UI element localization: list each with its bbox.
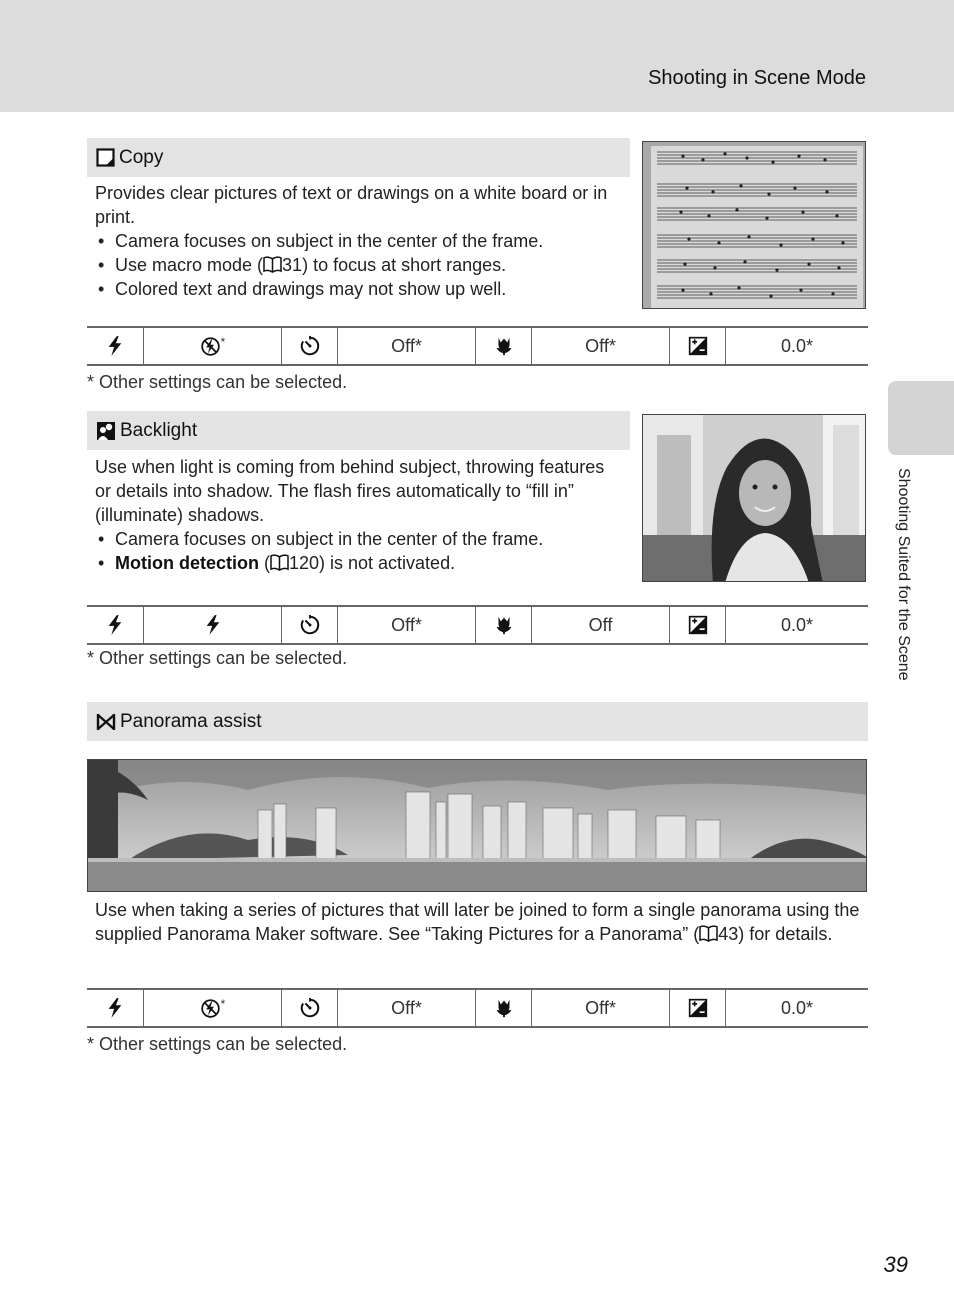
- sheet-music-photo: [642, 141, 866, 309]
- self-timer-label: [281, 328, 337, 364]
- self-timer-value: Off*: [337, 990, 475, 1026]
- exposure-compensation-icon: [688, 615, 708, 635]
- book-reference-icon: [263, 256, 282, 273]
- section-body-copy: [95, 181, 625, 301]
- header-band: [0, 0, 954, 112]
- flash-icon: [106, 335, 124, 357]
- section-heading-backlight: [87, 411, 630, 450]
- page-number: 39: [883, 1252, 908, 1277]
- flash-on-icon: [204, 614, 222, 636]
- bullet-item: • Camera focuses on subject in the center of the frame.: [95, 527, 625, 551]
- exposure-compensation-icon: [688, 998, 708, 1018]
- section-intro: Use when taking a series of pictures that will later be joined to form a single panorama using the supplied Panorama Maker software. See “Taking Pictures for a Panorama” ( 43) for details.: [95, 900, 860, 944]
- panorama-skyline-photo: [87, 759, 867, 892]
- flash-icon: [106, 614, 124, 636]
- chapter-side-label: Shooting Suited for the Scene: [895, 468, 912, 681]
- macro-value: Off*: [531, 990, 669, 1026]
- macro-tulip-icon: [493, 614, 515, 636]
- flash-mode-label: [87, 990, 143, 1026]
- section-intro: Provides clear pictures of text or drawings on a white board or in print.: [95, 183, 608, 227]
- bullet-item: • Motion detection ( 120) is not activated.: [95, 551, 625, 575]
- exposure-value: 0.0*: [725, 607, 868, 643]
- macro-label: [475, 607, 531, 643]
- flash-mode-value: [143, 607, 281, 643]
- bullet-item: • Camera focuses on subject in the center of the frame.: [95, 229, 625, 253]
- section-title: Backlight: [120, 420, 198, 441]
- flash-mode-label: [87, 607, 143, 643]
- self-timer-label: [281, 990, 337, 1026]
- settings-row-copy: [87, 326, 868, 366]
- macro-value: Off*: [531, 328, 669, 364]
- macro-label: [475, 990, 531, 1026]
- section-heading-panorama: [87, 702, 868, 741]
- footnote: * Other settings can be selected.: [87, 1034, 348, 1054]
- section-body-panorama: [95, 898, 863, 946]
- settings-row-backlight: [87, 605, 868, 645]
- macro-label: [475, 328, 531, 364]
- section-title: Copy: [119, 147, 164, 168]
- footnote: * Other settings can be selected.: [87, 372, 348, 392]
- section-body-backlight: [95, 455, 625, 575]
- macro-tulip-icon: [493, 335, 515, 357]
- exposure-compensation-icon: [688, 336, 708, 356]
- section-title: Panorama assist: [120, 711, 262, 732]
- panorama-skyline-illustration: [88, 760, 867, 892]
- book-reference-icon: [270, 554, 289, 571]
- flash-mode-value: *: [143, 328, 281, 364]
- backlight-mode-icon: [96, 421, 116, 441]
- self-timer-value: Off*: [337, 328, 475, 364]
- self-timer-label: [281, 607, 337, 643]
- flash-off-icon: [200, 998, 221, 1019]
- chapter-tab: [888, 381, 954, 455]
- backlit-portrait-illustration: [643, 415, 866, 582]
- exposure-value: 0.0*: [725, 990, 868, 1026]
- exposure-label: [669, 607, 725, 643]
- flash-icon: [106, 997, 124, 1019]
- panorama-mode-icon: [96, 713, 116, 731]
- section-intro: Use when light is coming from behind subject, throwing features or details into shadow. The flash fires automatically to “fill in” (illuminate) shadows.: [95, 457, 605, 525]
- bullet-item: • Use macro mode ( 31) to focus at short ranges.: [95, 253, 625, 277]
- self-timer-icon: [299, 335, 321, 357]
- sheet-music-illustration: [643, 142, 866, 309]
- page-header-title: Shooting in Scene Mode: [648, 67, 866, 89]
- copy-mode-icon: [96, 148, 115, 167]
- settings-row-panorama: [87, 988, 868, 1028]
- flash-mode-value: *: [143, 990, 281, 1026]
- book-reference-icon: [699, 925, 718, 942]
- self-timer-icon: [299, 614, 321, 636]
- exposure-label: [669, 990, 725, 1026]
- exposure-label: [669, 328, 725, 364]
- flash-mode-label: [87, 328, 143, 364]
- backlit-portrait-photo: [642, 414, 866, 582]
- section-heading-copy: [87, 138, 630, 177]
- footnote: * Other settings can be selected.: [87, 648, 348, 668]
- macro-tulip-icon: [493, 997, 515, 1019]
- exposure-value: 0.0*: [725, 328, 868, 364]
- bullet-item: • Colored text and drawings may not show up well.: [95, 277, 625, 301]
- self-timer-icon: [299, 997, 321, 1019]
- macro-value: Off: [531, 607, 669, 643]
- self-timer-value: Off*: [337, 607, 475, 643]
- flash-off-icon: [200, 336, 221, 357]
